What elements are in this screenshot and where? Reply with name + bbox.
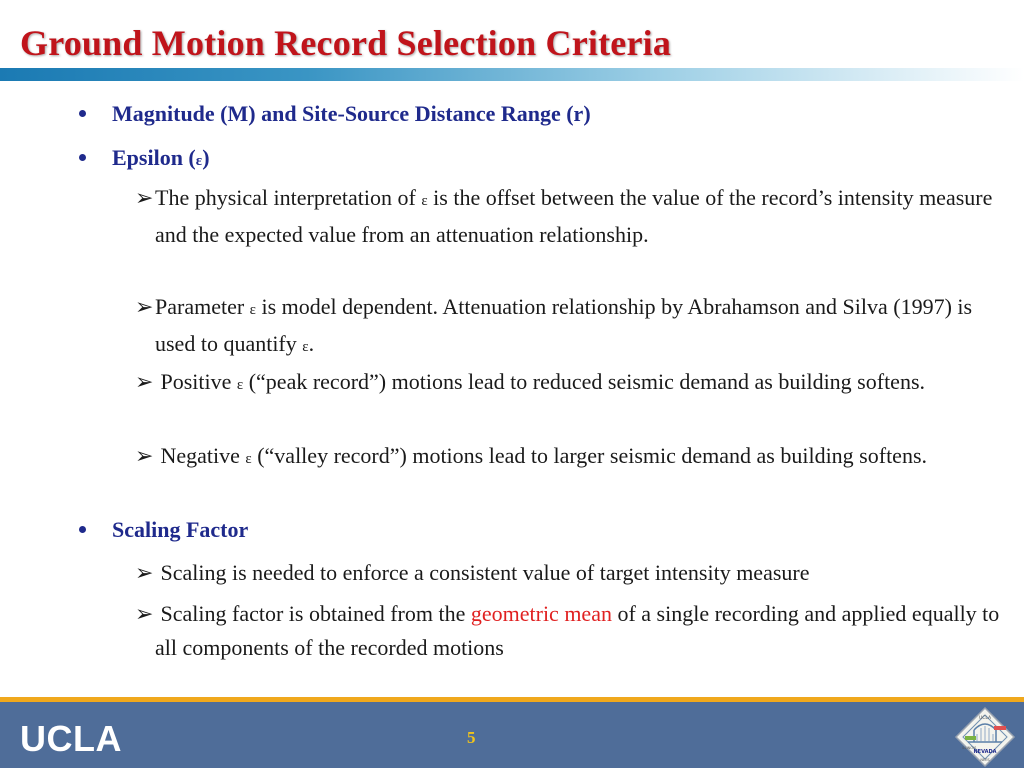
bullet-text: Epsilon (: [112, 145, 196, 170]
sub-bullet-text: (“valley record”) motions lead to larger seismic demand as building softens.: [251, 443, 928, 468]
slide-footer: [0, 702, 1024, 768]
sub-bullet-scaling-needed: [135, 556, 1005, 590]
slide-title: Ground Motion Record Selection Criteria: [20, 23, 672, 63]
geometric-mean-highlight: geometric mean: [470, 601, 612, 626]
badge-label-nevada: NEVADA: [973, 749, 997, 755]
epsilon-symbol: ε: [236, 377, 244, 393]
epsilon-symbol: ε: [302, 339, 309, 355]
bullet-text: Magnitude (M) and Site-Source Distance Range (r): [112, 101, 591, 126]
sub-bullet-text: Scaling is needed to enforce a consistent value of target intensity measure: [155, 560, 810, 585]
arrow-bullet-icon: ➢: [135, 294, 154, 319]
bullet-scaling-factor: [112, 517, 248, 543]
epsilon-symbol: ε: [249, 302, 256, 318]
ucla-logo: UCLA: [20, 718, 122, 759]
bullet-epsilon: [112, 145, 210, 171]
sub-bullet-text: is the offset between the value of the record’s intensity measure and the expected value from an attenuation relationship.: [155, 185, 993, 247]
sub-bullet-text: Negative: [155, 443, 246, 468]
arrow-bullet-icon: ➢: [135, 560, 154, 585]
epsilon-symbol: ε: [245, 451, 252, 467]
sub-bullet-parameter-model: [135, 290, 1005, 364]
arrow-bullet-icon: ➢: [135, 601, 154, 626]
arrow-bullet-icon: ➢: [135, 185, 154, 210]
bullet-dot-icon: [79, 154, 86, 161]
sub-bullet-text: Positive: [155, 369, 237, 394]
bullet-text-close: ): [202, 145, 210, 170]
sub-bullet-negative-epsilon: [135, 439, 1005, 476]
epsilon-symbol: ε: [421, 193, 428, 209]
sub-bullet-text: is model dependent. Attenuation relationship by Abrahamson and Silva (1997) is used to quantify: [155, 294, 973, 356]
arrow-bullet-icon: ➢: [135, 443, 154, 468]
sub-bullet-text: Scaling factor is obtained from the: [155, 601, 471, 626]
bullet-dot-icon: [79, 110, 86, 117]
sub-bullet-text: (“peak record”) motions lead to reduced seismic demand as building softens.: [243, 369, 926, 394]
sub-bullet-physical-interpretation: [135, 181, 1005, 252]
page-number: 5: [467, 728, 476, 747]
bullet-text: Scaling Factor: [112, 517, 249, 542]
sub-bullet-text: of a single recording and applied equally to all components of the recorded motions: [155, 601, 1000, 660]
sub-bullet-positive-epsilon: [135, 365, 1005, 402]
badge-label-illinois: ILLINOIS: [961, 746, 977, 750]
badge-label-nees: NEES: [980, 758, 990, 762]
bullet-magnitude-distance: [112, 101, 591, 127]
sub-bullet-text: .: [308, 331, 315, 356]
epsilon-symbol: ε: [195, 153, 203, 169]
sub-bullet-text: Parameter: [155, 294, 250, 319]
arrow-bullet-icon: ➢: [135, 369, 154, 394]
sub-bullet-text: The physical interpretation of: [155, 185, 422, 210]
bullet-dot-icon: [79, 526, 86, 533]
nees-badge-icon: [954, 706, 1016, 768]
title-underline-bar: [0, 68, 1024, 81]
badge-label-top: UCLA: [978, 716, 992, 721]
sub-bullet-geometric-mean: [135, 597, 1005, 665]
